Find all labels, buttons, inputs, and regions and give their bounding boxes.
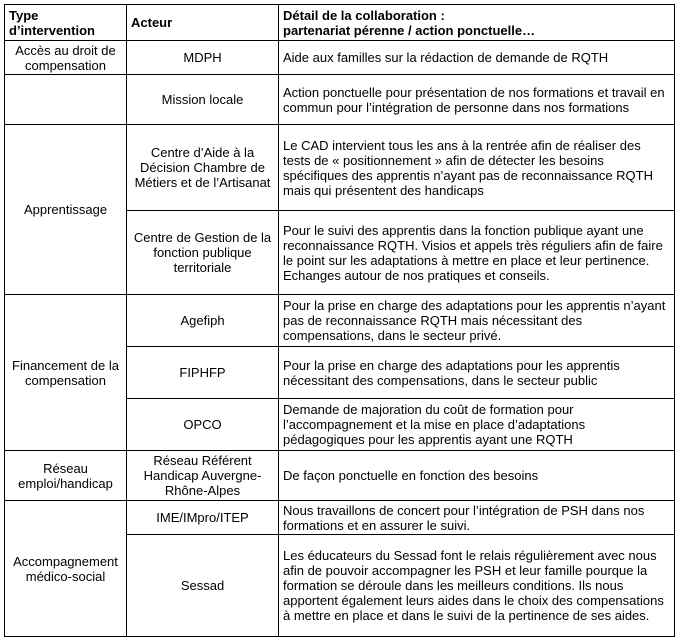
detail-cell: Nous travaillons de concert pour l’intégration de PSH dans nos formations et en assurer le suivi.: [279, 501, 675, 535]
type-cell: Accompagnement médico-social: [5, 501, 127, 637]
detail-cell: De façon ponctuelle en fonction des besoins: [279, 451, 675, 501]
detail-cell: Action ponctuelle pour présentation de nos formations et travail en commun pour l’intégration de personne dans nos formations: [279, 75, 675, 125]
collaboration-table: [4, 4, 675, 637]
actor-cell: Mission locale: [127, 75, 279, 125]
actor-cell: Réseau Référent Handicap Auvergne-Rhône-Alpes: [127, 451, 279, 501]
detail-cell: Pour le suivi des apprentis dans la fonction publique ayant une reconnaissance RQTH. Visios et appels très réguliers afin de faire le point sur les adaptations à mettre en place et leur pertinence. Echanges autour de nos pratiques et conseils.: [279, 211, 675, 295]
actor-cell: Sessad: [127, 535, 279, 637]
header-row: [5, 5, 675, 41]
type-cell: Financement de la compensation: [5, 295, 127, 451]
type-cell: Apprentissage: [5, 125, 127, 295]
header-detail-line1: Détail de la collaboration :: [283, 7, 445, 23]
table-row: [5, 75, 675, 125]
header-actor: Acteur: [127, 5, 279, 41]
table-row: [5, 125, 675, 211]
table-row: [5, 295, 675, 347]
actor-cell: MDPH: [127, 41, 279, 75]
type-cell: Réseau emploi/handicap: [5, 451, 127, 501]
table-row: [5, 501, 675, 535]
actor-cell: Centre d’Aide à la Décision Chambre de Métiers et de l’Artisanat: [127, 125, 279, 211]
actor-cell: Centre de Gestion de la fonction publique territoriale: [127, 211, 279, 295]
detail-cell: Les éducateurs du Sessad font le relais régulièrement avec nous afin de pouvoir accompagner les PSH et leur famille pourque la formation se déroule dans les meilleurs conditions. Ils nous apportent également leurs aides dans le choix des compensations à mettre en place et dans le suivi de la pertinence de ses aides.: [279, 535, 675, 637]
header-type-line2: d’intervention: [9, 22, 95, 38]
detail-cell: Pour la prise en charge des adaptations pour les apprentis nécessitant des compensations, dans le secteur public: [279, 347, 675, 399]
table-row: [5, 451, 675, 501]
actor-cell: OPCO: [127, 399, 279, 451]
table-row: [5, 41, 675, 75]
actor-cell: IME/IMpro/ITEP: [127, 501, 279, 535]
actor-cell: FIPHFP: [127, 347, 279, 399]
header-type-line1: Type: [9, 7, 39, 23]
header-detail-line2: partenariat pérenne / action ponctuelle…: [283, 22, 536, 38]
detail-cell: Aide aux familles sur la rédaction de demande de RQTH: [279, 41, 675, 75]
type-cell-empty: [5, 75, 127, 125]
header-type: [5, 5, 127, 41]
detail-cell: Pour la prise en charge des adaptations pour les apprentis n’ayant pas de reconnaissance RQTH mais nécessitant des compensations, dans le secteur privé.: [279, 295, 675, 347]
header-detail: [279, 5, 675, 41]
actor-cell: Agefiph: [127, 295, 279, 347]
type-cell: Accès au droit de compensation: [5, 41, 127, 75]
detail-cell: Demande de majoration du coût de formation pour l’accompagnement et la mise en place d’adaptations pédagogiques pour les apprentis ayant une RQTH: [279, 399, 675, 451]
detail-cell: Le CAD intervient tous les ans à la rentrée afin de réaliser des tests de « positionnement » afin de détecter les besoins spécifiques des apprentis n’ayant pas de reconnaissance RQTH mais qui présentent des handicaps: [279, 125, 675, 211]
